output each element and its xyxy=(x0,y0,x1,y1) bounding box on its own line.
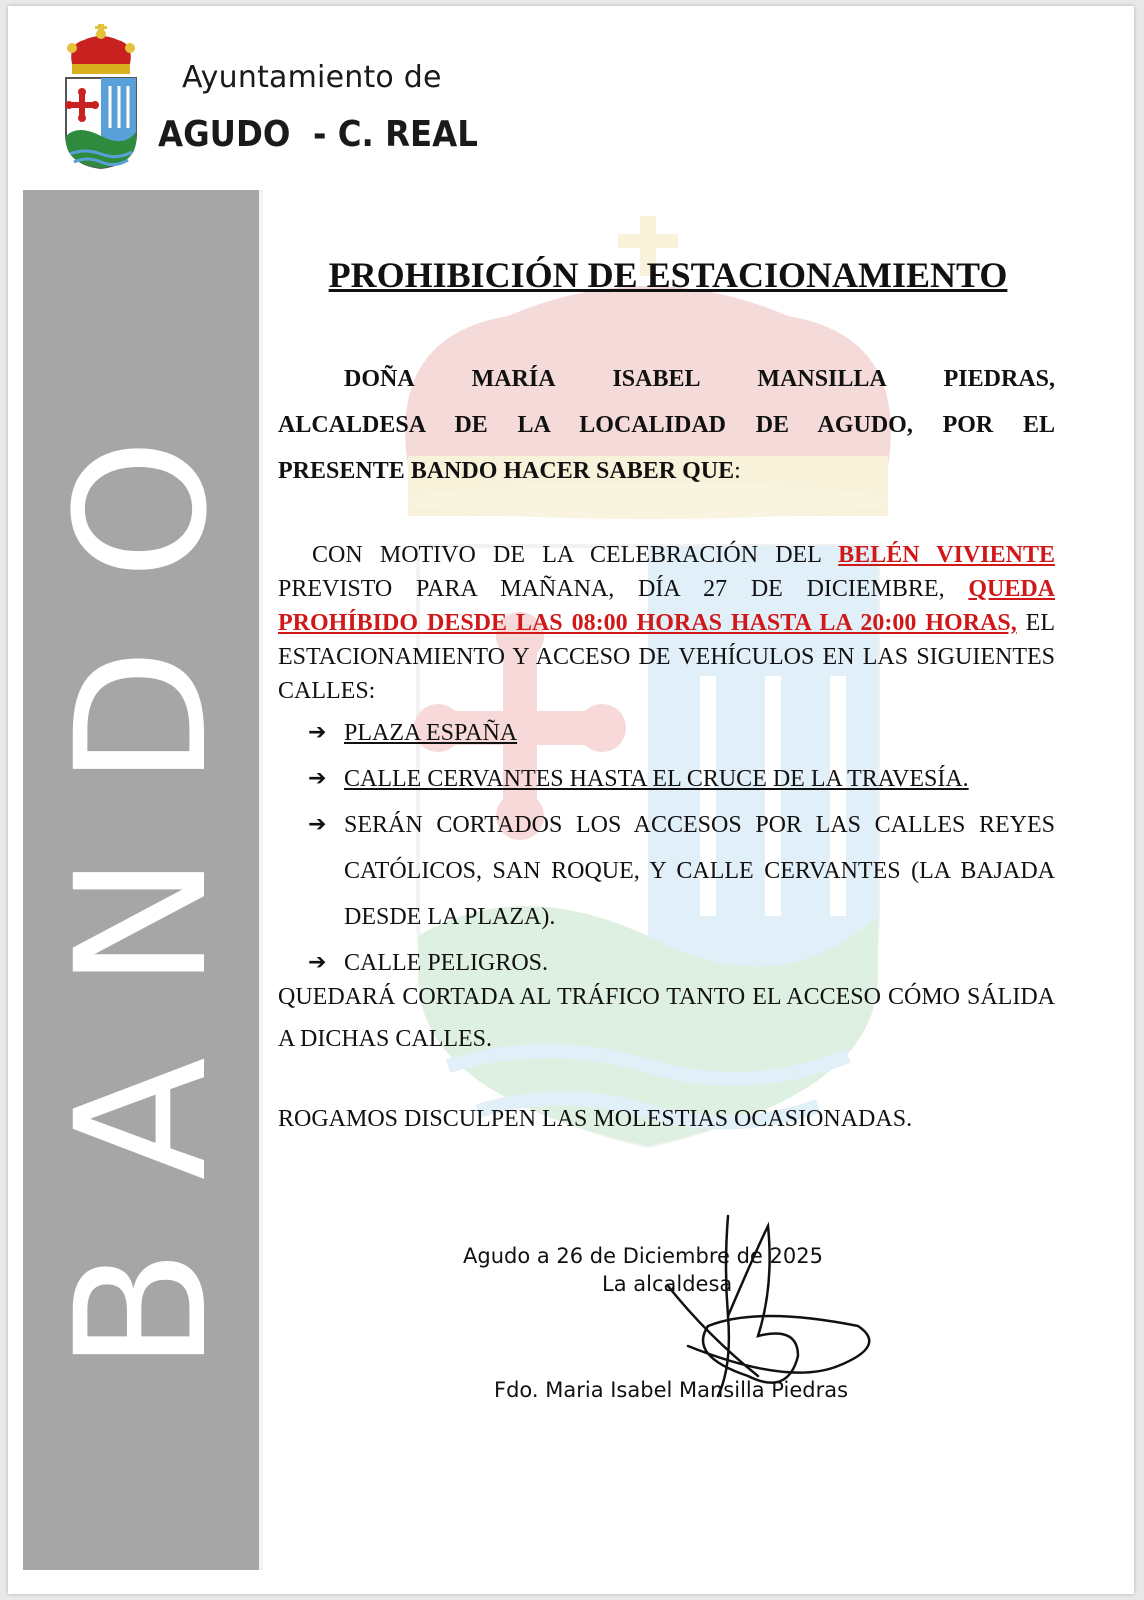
place-and-date: Agudo a 26 de Diciembre de 2025 xyxy=(463,1244,823,1268)
street-name: SERÁN CORTADOS LOS ACCESOS POR LAS CALLES REYES CATÓLICOS, SAN ROQUE, Y CALLE CERVANTES (LA BAJADA DESDE LA PLAZA). xyxy=(344,812,1055,930)
signed-by: Fdo. Maria Isabel Mansilla Piedras xyxy=(494,1378,849,1402)
signer-role: La alcaldesa xyxy=(602,1272,733,1296)
intro-paragraph xyxy=(278,356,1055,494)
prohibition-schedule: QUEDA PROHÍBIDO DESDE LAS 08:00 HORAS HASTA LA 20:00 HORAS, xyxy=(278,576,1055,636)
notice-body xyxy=(278,538,1055,708)
apology-paragraph: ROGAMOS DISCULPEN LAS MOLESTIAS OCASIONADAS. xyxy=(278,1106,913,1132)
event-name: BELÉN VIVIENTE xyxy=(838,542,1055,568)
bando-label: BANDO xyxy=(38,370,247,1372)
list-item xyxy=(308,802,1055,940)
intro-line-1: DOÑA MARÍA ISABEL MANSILLA PIEDRAS, xyxy=(344,366,1055,392)
body-text-3: EL ESTACIONAMIENTO Y ACCESO DE VEHÍCULOS EN LAS SIGUIENTES CALLES: xyxy=(278,610,1055,704)
arrow-right-icon: ➔ xyxy=(308,812,327,837)
document-title: PROHIBICIÓN DE ESTACIONAMIENTO xyxy=(328,255,1008,295)
body-text-1: CON MOTIVO DE LA CELEBRACIÓN DEL xyxy=(312,542,839,568)
organization-name-line1: Ayuntamiento de xyxy=(182,60,442,95)
intro-line-3-colon: : xyxy=(734,458,741,484)
list-item xyxy=(308,756,1055,802)
street-name: PLAZA ESPAÑA xyxy=(344,720,518,746)
street-name: CALLE CERVANTES HASTA EL CRUCE DE LA TRAVESÍA. xyxy=(344,766,969,792)
handwritten-signature xyxy=(648,1206,888,1406)
intro-line-2: ALCALDESA DE LA LOCALIDAD DE AGUDO, POR EL xyxy=(278,412,1055,438)
body-text-2: PREVISTO PARA MAÑANA, DÍA 27 DE DICIEMBRE, xyxy=(278,576,969,602)
street-name: CALLE PELIGROS. xyxy=(344,950,548,976)
intro-line-3-text: PRESENTE BANDO HACER SABER QUE xyxy=(278,458,735,484)
organization-name-line2: AGUDO - C. REAL xyxy=(158,114,478,155)
arrow-right-icon: ➔ xyxy=(308,720,327,745)
affected-streets-list xyxy=(308,710,1055,986)
intro-line-3 xyxy=(278,458,741,484)
bando-side-band xyxy=(23,190,263,1570)
arrow-right-icon: ➔ xyxy=(308,766,327,791)
bando-document xyxy=(8,6,1134,1594)
closing-paragraph: QUEDARÁ CORTADA AL TRÁFICO TANTO EL ACCESO CÓMO SÁLIDA A DICHAS CALLES. xyxy=(278,984,1055,1052)
arrow-right-icon: ➔ xyxy=(308,950,327,975)
coat-of-arms-icon xyxy=(58,24,144,170)
list-item xyxy=(308,710,1055,756)
